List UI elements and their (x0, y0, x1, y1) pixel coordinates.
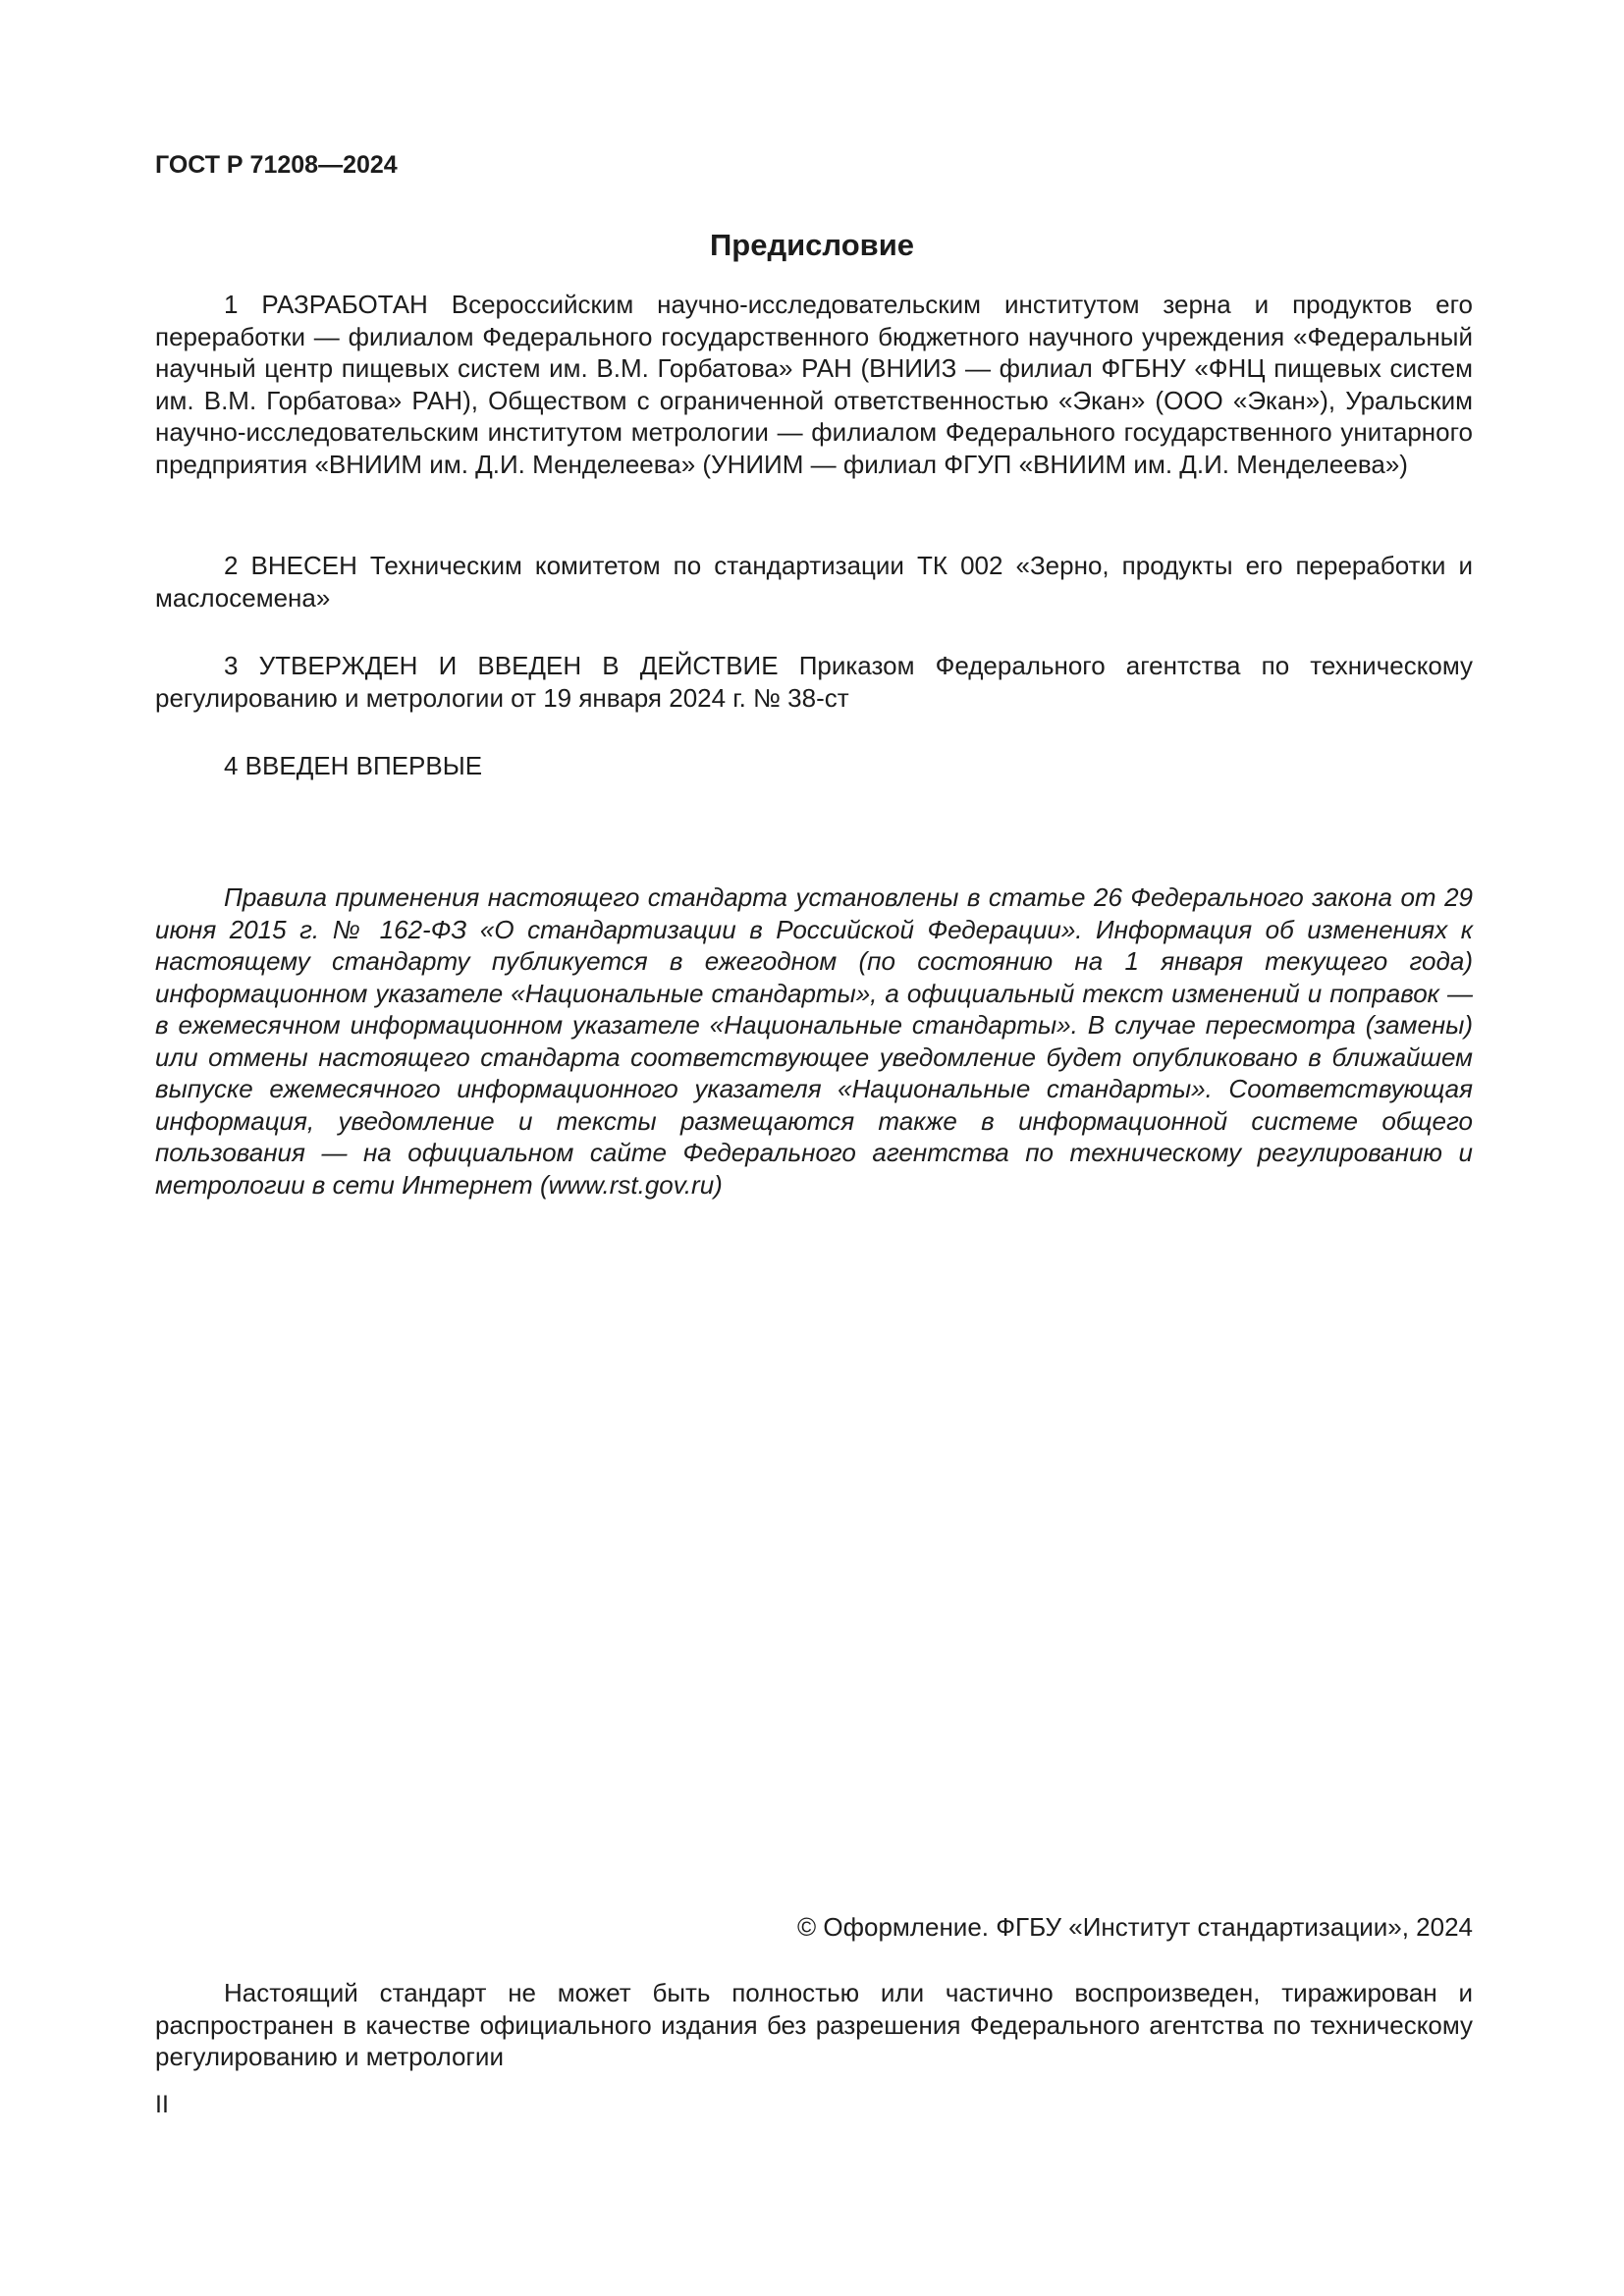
standard-code-header: ГОСТ Р 71208—2024 (155, 151, 398, 179)
copyright-line: © Оформление. ФГБУ «Институт стандартизации», 2024 (797, 1912, 1473, 1942)
page-number: II (155, 2091, 169, 2118)
page-title: Предисловие (709, 228, 914, 262)
foreword-item-2: 2 ВНЕСЕН Техническим комитетом по стандартизации ТК 002 «Зерно, продукты его переработки и маслосемена» (155, 551, 1473, 613)
foreword-item-1: 1 РАЗРАБОТАН Всероссийским научно-исследовательским институтом зерна и продуктов его переработки — филиалом Федерального государственного бюджетного научного учреждения «Федеральный научный центр пищевых систем им. В.М. Горбатова» РАН (ВНИИЗ — филиал ФГБНУ «ФНЦ пищевых систем им. В.М. Горбатова» РАН), Обществом с ограниченной ответственностью «Экан» (ООО «Экан»), Уральским научно-исследовательским институтом метрологии — филиалом Федерального государственного унитарного предприятия «ВНИИМ им. Д.И. Менделеева» (УНИИМ — филиал ФГУП «ВНИИМ им. Д.И. Менделеева») (155, 290, 1473, 479)
foreword-item-3: 3 УТВЕРЖДЕН И ВВЕДЕН В ДЕЙСТВИЕ Приказом Федерального агентства по техническому регулированию и метрологии от 19 января 2024 г. № 38-ст (155, 651, 1473, 713)
application-rules-notice: Правила применения настоящего стандарта установлены в статье 26 Федерального закона от 29 июня 2015 г. № 162-ФЗ «О стандартизации в Российской Федерации». Информация об изменениях к настоящему стандарту публикуется в ежегодном (по состоянию на 1 января текущего года) информационном указателе «Национальные стандарты», а официальный текст изменений и поправок — в ежемесячном информационном указателе «Национальные стандарты». В случае пересмотра (замены) или отмены настоящего стандарта соответствующее уведомление будет опубликовано в ближайшем выпуске ежемесячного информационного указателя «Национальные стандарты». Соответствующая информация, уведомление и тексты размещаются также в информационной системе общего пользования — на официальном сайте Федерального агентства по техническому регулированию и метрологии в сети Интернет (www.rst.gov.ru) (155, 882, 1473, 1200)
reproduction-notice: Настоящий стандарт не может быть полностью или частично воспроизведен, тиражирован и распространен в качестве официального издания без разрешения Федерального агентства по техническому регулированию и метрологии (155, 1978, 1473, 2071)
foreword-item-4: 4 ВВЕДЕН ВПЕРВЫЕ (224, 751, 483, 780)
